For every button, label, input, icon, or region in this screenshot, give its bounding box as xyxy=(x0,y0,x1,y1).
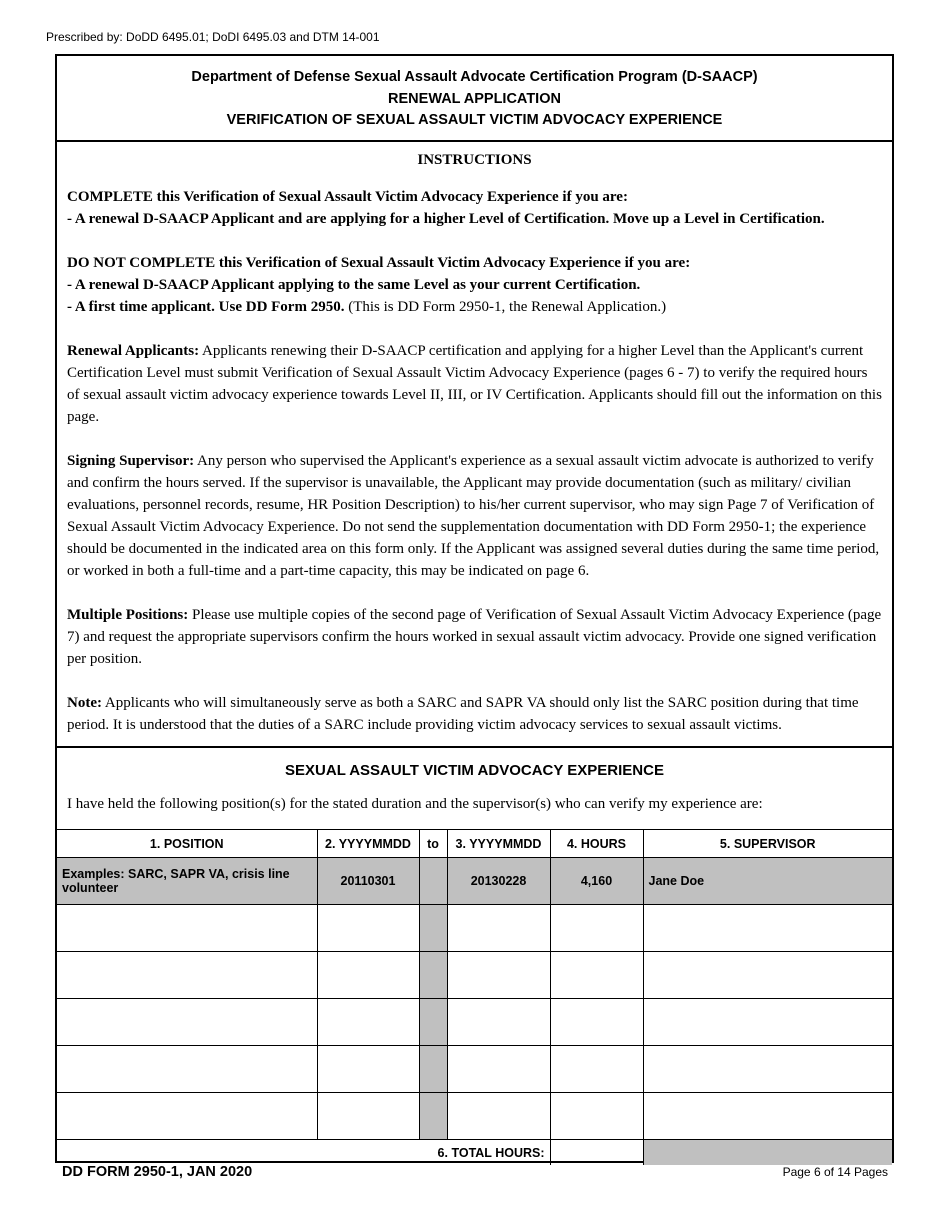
start-date-field[interactable] xyxy=(317,1093,419,1140)
hours-field[interactable] xyxy=(550,905,643,952)
end-date-field[interactable] xyxy=(447,1046,550,1093)
total-hours-label: 6. TOTAL HOURS: xyxy=(57,1140,550,1166)
instructions-title: INSTRUCTIONS xyxy=(417,152,532,168)
supervisor-field[interactable] xyxy=(643,1093,892,1140)
renewal-text: Applicants renewing their D-SAACP certification and applying for a higher Level than the Applicant's current Certification Level must submit Verification of Sexual Assault Victim Advocacy Experience (pages 6 - 7) to verify the required hours of sexual assault victim advocacy experience towards Level II, III, or IV Certification. Applicants should fill out the information on this page. xyxy=(67,343,882,425)
position-field[interactable] xyxy=(57,1093,317,1140)
to-cell xyxy=(419,1046,447,1093)
supervisor-field[interactable] xyxy=(643,905,892,952)
to-cell xyxy=(419,905,447,952)
table-header-row xyxy=(57,830,892,858)
start-date-field[interactable] xyxy=(317,952,419,999)
position-field[interactable] xyxy=(57,1046,317,1093)
donot-item-first-time-note: (This is DD Form 2950-1, the Renewal Application.) xyxy=(344,299,667,315)
note-text: Applicants who will simultaneously serve as both a SARC and SAPR VA should only list the SARC position during that time period. It is understood that the duties of a SARC include providing victim advocacy services to sexual assault victims. xyxy=(67,695,859,733)
col-start-date-header: 2. YYYYMMDD xyxy=(317,830,419,858)
end-date-field[interactable] xyxy=(447,905,550,952)
col-position-header: 1. POSITION xyxy=(57,830,317,858)
hours-field[interactable] xyxy=(550,1093,643,1140)
position-field[interactable] xyxy=(57,999,317,1046)
start-date-field[interactable] xyxy=(317,905,419,952)
table-row xyxy=(57,1046,892,1093)
experience-intro: I have held the following position(s) for the stated duration and the supervisor(s) who can verify my experience are: xyxy=(67,796,763,812)
form-header xyxy=(57,56,892,142)
donot-heading: DO NOT COMPLETE this Verification of Sexual Assault Victim Advocacy Experience if you are: xyxy=(67,255,691,271)
total-row xyxy=(57,1140,892,1166)
position-field[interactable] xyxy=(57,905,317,952)
example-to xyxy=(419,858,447,905)
renewal-applicants-paragraph xyxy=(67,340,882,428)
form-frame xyxy=(55,54,894,1163)
hours-field[interactable] xyxy=(550,999,643,1046)
to-cell xyxy=(419,999,447,1046)
supervisor-field[interactable] xyxy=(643,999,892,1046)
note-label: Note: xyxy=(67,695,102,711)
header-program: Department of Defense Sexual Assault Advocate Certification Program (D-SAACP) xyxy=(191,69,758,85)
header-application: RENEWAL APPLICATION xyxy=(388,90,561,107)
example-row xyxy=(57,858,892,905)
donot-item-same-level: - A renewal D-SAACP Applicant applying to the same Level as your current Certification. xyxy=(67,277,641,293)
donot-item-first-time: - A first time applicant. Use DD Form 2950. xyxy=(67,299,345,315)
total-hours-field[interactable] xyxy=(550,1140,643,1166)
example-end-date: 20130228 xyxy=(447,858,550,905)
signing-supervisor-paragraph xyxy=(67,450,882,582)
col-end-date-header: 3. YYYYMMDD xyxy=(447,830,550,858)
col-to-header: to xyxy=(419,830,447,858)
experience-table xyxy=(57,829,892,1165)
supervisor-field[interactable] xyxy=(643,952,892,999)
end-date-field[interactable] xyxy=(447,952,550,999)
table-row xyxy=(57,905,892,952)
position-field[interactable] xyxy=(57,952,317,999)
complete-heading: COMPLETE this Verification of Sexual Assault Victim Advocacy Experience if you are: xyxy=(67,189,628,205)
supervisor-text: Any person who supervised the Applicant's experience as a sexual assault victim advocate is authorized to verify and confirm the hours served. If the supervisor is unavailable, the Applicant may provide documentation (such as military/ civilian evaluations, personnel records, resume, HR Position Description) to his/her current supervisor, who may sign Page 7 of Verification of Sexual Assault Victim Advocacy Experience. Do not send the supplementation documentation with DD Form 2950-1; the experience should be documented in the indicated area on this form only. If the Applicant was assigned several duties during the same time period, or worked in both a full-time and a part-time capacity, this may be indicated on page 6. xyxy=(67,453,880,579)
example-start-date: 20110301 xyxy=(317,858,419,905)
table-row xyxy=(57,1093,892,1140)
total-filler-cell xyxy=(643,1140,892,1166)
end-date-field[interactable] xyxy=(447,1093,550,1140)
start-date-field[interactable] xyxy=(317,999,419,1046)
page-number: Page 6 of 14 Pages xyxy=(782,1165,888,1179)
table-row xyxy=(57,999,892,1046)
example-position: Examples: SARC, SAPR VA, crisis line volunteer xyxy=(57,858,317,905)
prescribed-by: Prescribed by: DoDD 6495.01; DoDI 6495.03 and DTM 14-001 xyxy=(46,30,380,44)
example-hours: 4,160 xyxy=(550,858,643,905)
end-date-field[interactable] xyxy=(447,999,550,1046)
renewal-label: Renewal Applicants: xyxy=(67,343,200,359)
experience-title: SEXUAL ASSAULT VICTIM ADVOCACY EXPERIENCE xyxy=(285,762,664,779)
instructions-section xyxy=(57,142,892,748)
supervisor-field[interactable] xyxy=(643,1046,892,1093)
multiple-text: Please use multiple copies of the second page of Verification of Sexual Assault Victim Advocacy Experience (page 7) and request the appropriate supervisors confirm the hours worked in sexual assault victim advocacy. Provide one signed verification per position. xyxy=(67,607,882,667)
start-date-field[interactable] xyxy=(317,1046,419,1093)
col-hours-header: 4. HOURS xyxy=(550,830,643,858)
example-supervisor: Jane Doe xyxy=(643,858,892,905)
note-paragraph xyxy=(67,692,882,736)
to-cell xyxy=(419,1093,447,1140)
supervisor-label: Signing Supervisor: xyxy=(67,453,195,469)
hours-field[interactable] xyxy=(550,952,643,999)
table-row xyxy=(57,952,892,999)
multiple-label: Multiple Positions: xyxy=(67,607,189,623)
form-number: DD FORM 2950-1, JAN 2020 xyxy=(62,1164,253,1180)
multiple-positions-paragraph xyxy=(67,604,882,670)
complete-item: - A renewal D-SAACP Applicant and are applying for a higher Level of Certification. Move up a Level in Certification. xyxy=(67,211,825,227)
hours-field[interactable] xyxy=(550,1046,643,1093)
to-cell xyxy=(419,952,447,999)
header-verification: VERIFICATION OF SEXUAL ASSAULT VICTIM ADVOCACY EXPERIENCE xyxy=(226,112,723,128)
col-supervisor-header: 5. SUPERVISOR xyxy=(643,830,892,858)
